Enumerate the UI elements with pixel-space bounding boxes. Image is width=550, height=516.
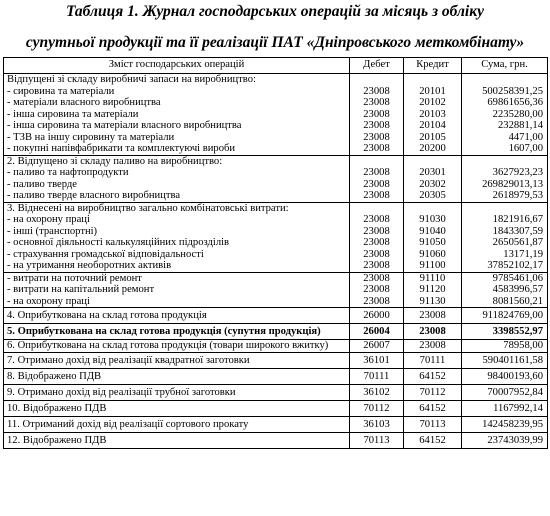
sum-cell: 98400193,60 xyxy=(462,369,548,385)
column-header-credit: Кредит xyxy=(404,58,462,74)
cell-line: 4583996,57 xyxy=(492,284,543,295)
cell-line: 23008 xyxy=(363,167,390,178)
sum-cell: 78958,00 xyxy=(462,340,548,353)
cell-line: 20103 xyxy=(419,108,446,120)
cell-line: 20105 xyxy=(419,131,446,143)
cell-line: 8081560,21 xyxy=(492,295,543,307)
cell-line: 20102 xyxy=(419,97,446,108)
cell-line: 91040 xyxy=(419,225,446,237)
cell-line: - покупні напівфабрикати та комплектуючі вироби xyxy=(7,143,236,154)
cell-line: - інша сировина та матеріали xyxy=(7,108,139,120)
debit-cell: 26007 xyxy=(350,340,404,353)
credit-cell xyxy=(404,155,462,202)
cell-line: 13171,19 xyxy=(503,248,543,260)
cell-line: 20305 xyxy=(419,190,446,201)
operation-cell: 8. Відображено ПДВ xyxy=(4,369,350,385)
sum-cell xyxy=(462,155,548,202)
cell-line: 232881,14 xyxy=(497,120,543,131)
table-row xyxy=(4,433,548,449)
debit-cell xyxy=(350,202,404,272)
cell-line: - витрати на поточний ремонт xyxy=(7,272,142,284)
cell-line: 20302 xyxy=(419,178,446,190)
debit-cell xyxy=(350,74,404,156)
table-row xyxy=(4,353,548,369)
cell-line: 20104 xyxy=(419,120,446,131)
cell-line: 23008 xyxy=(363,284,390,295)
table-row xyxy=(4,340,548,353)
cell-line: 37852102,17 xyxy=(487,260,543,271)
cell-line: - паливо тверде власного виробництва xyxy=(7,190,181,201)
column-header-operation: Зміст господарських операцій xyxy=(4,58,350,74)
cell-line xyxy=(407,203,458,215)
header-row xyxy=(4,58,548,74)
cell-line: - паливо та нафтопродукти xyxy=(7,167,129,178)
cell-line: - інша сировина та матеріали власного виробництва xyxy=(7,120,242,131)
cell-line: - страхування громадської відповідальності xyxy=(7,248,204,260)
column-header-sum: Сума, грн. xyxy=(462,58,548,74)
cell-line: 91030 xyxy=(419,214,446,225)
cell-line: 23008 xyxy=(363,225,390,237)
operation-cell: 9. Отримано дохід від реалізації трубної заготовки xyxy=(4,385,350,401)
debit-cell: 26000 xyxy=(350,308,404,324)
cell-line: - на охорону праці xyxy=(7,214,90,225)
cell-line: - інші (транспортні) xyxy=(7,225,98,237)
table-row xyxy=(4,385,548,401)
table-row-group xyxy=(4,202,548,272)
debit-cell xyxy=(350,155,404,202)
sum-cell: 590401161,58 xyxy=(462,353,548,369)
cell-line xyxy=(465,203,543,215)
cell-line xyxy=(353,74,400,86)
cell-line: 500258391,25 xyxy=(482,85,543,97)
operations-journal-table xyxy=(3,57,548,449)
cell-line: 20200 xyxy=(419,143,446,154)
credit-cell: 23008 xyxy=(404,308,462,324)
credit-cell: 64152 xyxy=(404,401,462,417)
cell-line: 20301 xyxy=(419,167,446,178)
cell-line xyxy=(465,156,543,168)
table-row xyxy=(4,369,548,385)
credit-cell: 64152 xyxy=(404,433,462,449)
operation-cell: 12. Відображено ПДВ xyxy=(4,433,350,449)
operation-cell: 11. Отриманий дохід від реалізації сортового прокату xyxy=(4,417,350,433)
credit-cell xyxy=(404,272,462,308)
table-row xyxy=(4,324,548,340)
credit-cell: 70112 xyxy=(404,385,462,401)
cell-line: 91120 xyxy=(419,284,446,295)
credit-cell: 64152 xyxy=(404,369,462,385)
cell-line: 23008 xyxy=(363,237,390,248)
cell-line: - на утримання необоротних активів xyxy=(7,260,172,271)
cell-line xyxy=(407,156,458,168)
credit-cell: 23008 xyxy=(404,340,462,353)
sum-cell xyxy=(462,202,548,272)
cell-line: 91050 xyxy=(419,237,446,248)
cell-line: 23008 xyxy=(363,143,390,154)
cell-line: 23008 xyxy=(363,295,390,307)
cell-line: - паливо тверде xyxy=(7,178,77,190)
cell-line xyxy=(353,203,400,215)
table-row-group xyxy=(4,155,548,202)
cell-line: - витрати на капітальний ремонт xyxy=(7,284,155,295)
cell-line: 23008 xyxy=(363,260,390,271)
cell-line: - сировина та матеріали xyxy=(7,85,115,97)
debit-cell: 70111 xyxy=(350,369,404,385)
cell-line: 91100 xyxy=(419,260,446,271)
cell-line: - основної діяльності калькуляційних підрозділів xyxy=(7,237,230,248)
operation-cell: 5. Оприбуткована на склад готова продукція (супутня продукція) xyxy=(4,324,350,340)
cell-line: 23008 xyxy=(363,85,390,97)
credit-cell: 23008 xyxy=(404,324,462,340)
cell-line: 23008 xyxy=(363,178,390,190)
cell-line: 1821916,67 xyxy=(492,214,543,225)
cell-line: 69861656,36 xyxy=(487,97,543,108)
sum-cell: 70007952,84 xyxy=(462,385,548,401)
sum-cell: 23743039,99 xyxy=(462,433,548,449)
cell-line xyxy=(407,74,458,86)
cell-line: 1607,00 xyxy=(508,143,543,154)
credit-cell: 70111 xyxy=(404,353,462,369)
cell-line: 23008 xyxy=(363,248,390,260)
sum-cell: 911824769,00 xyxy=(462,308,548,324)
cell-line: 23008 xyxy=(363,131,390,143)
cell-line: 91130 xyxy=(419,295,446,307)
cell-line: 23008 xyxy=(363,272,390,284)
cell-line xyxy=(353,156,400,168)
operation-cell: 4. Оприбуткована на склад готова продукція xyxy=(4,308,350,324)
cell-line: 9785461,06 xyxy=(492,272,543,284)
sum-cell xyxy=(462,272,548,308)
column-header-debit: Дебет xyxy=(350,58,404,74)
sum-cell: 142458239,95 xyxy=(462,417,548,433)
debit-cell: 36103 xyxy=(350,417,404,433)
cell-line: 2650561,87 xyxy=(492,237,543,248)
operation-cell xyxy=(4,74,350,156)
cell-line: 4471,00 xyxy=(508,131,543,143)
cell-line: 20101 xyxy=(419,85,446,97)
debit-cell: 70112 xyxy=(350,401,404,417)
cell-line: 2. Відпущено зі складу паливо на виробництво: xyxy=(7,155,223,167)
table-row-group xyxy=(4,74,548,156)
table-row xyxy=(4,308,548,324)
credit-cell: 70113 xyxy=(404,417,462,433)
debit-cell: 26004 xyxy=(350,324,404,340)
cell-line: 2618979,53 xyxy=(492,190,543,201)
cell-line: 3627923,23 xyxy=(492,167,543,178)
debit-cell: 70113 xyxy=(350,433,404,449)
cell-line: - на охорону праці xyxy=(7,295,90,307)
cell-line: Відпущені зі складу виробничі запаси на виробництво: xyxy=(7,74,256,85)
operation-cell: 7. Отримано дохід від реалізації квадратної заготовки xyxy=(4,353,350,369)
operation-cell: 6. Оприбуткована на склад готова продукція (товари широкого вжитку) xyxy=(4,340,350,353)
cell-line: 269829013,13 xyxy=(482,178,543,190)
table-title-line-1: Таблиця 1. Журнал господарських операцій за місяць з обліку xyxy=(66,3,484,20)
cell-line: 23008 xyxy=(363,108,390,120)
debit-cell: 36102 xyxy=(350,385,404,401)
sum-cell: 1167992,14 xyxy=(462,401,548,417)
cell-line: - матеріали власного виробництва xyxy=(7,97,161,108)
operation-cell xyxy=(4,272,350,308)
table-title-line-2: супутньої продукції та її реалізації ПАТ «Дніпровського меткомбінату» xyxy=(25,34,525,51)
cell-line: 1843307,59 xyxy=(492,225,543,237)
operation-cell xyxy=(4,155,350,202)
sum-cell: 3398552,97 xyxy=(462,324,548,340)
cell-line xyxy=(465,74,543,86)
sum-cell xyxy=(462,74,548,156)
cell-line: 91060 xyxy=(419,248,446,260)
cell-line: 23008 xyxy=(363,97,390,108)
table-row xyxy=(4,417,548,433)
cell-line: 2235280,00 xyxy=(492,108,543,120)
cell-line: - ТЗВ на іншу сировину та матеріали xyxy=(7,131,175,143)
operation-cell: 10. Відображено ПДВ xyxy=(4,401,350,417)
credit-cell xyxy=(404,202,462,272)
table-body xyxy=(4,74,548,449)
operation-cell xyxy=(4,202,350,272)
debit-cell xyxy=(350,272,404,308)
credit-cell xyxy=(404,74,462,156)
cell-line: 91110 xyxy=(419,272,446,284)
table-row xyxy=(4,401,548,417)
cell-line: 23008 xyxy=(363,214,390,225)
table-row-group xyxy=(4,272,548,308)
cell-line: 23008 xyxy=(363,190,390,201)
cell-line: 23008 xyxy=(363,120,390,131)
cell-line: 3. Віднесені на виробництво загально комбінатовські витрати: xyxy=(7,202,289,214)
debit-cell: 36101 xyxy=(350,353,404,369)
